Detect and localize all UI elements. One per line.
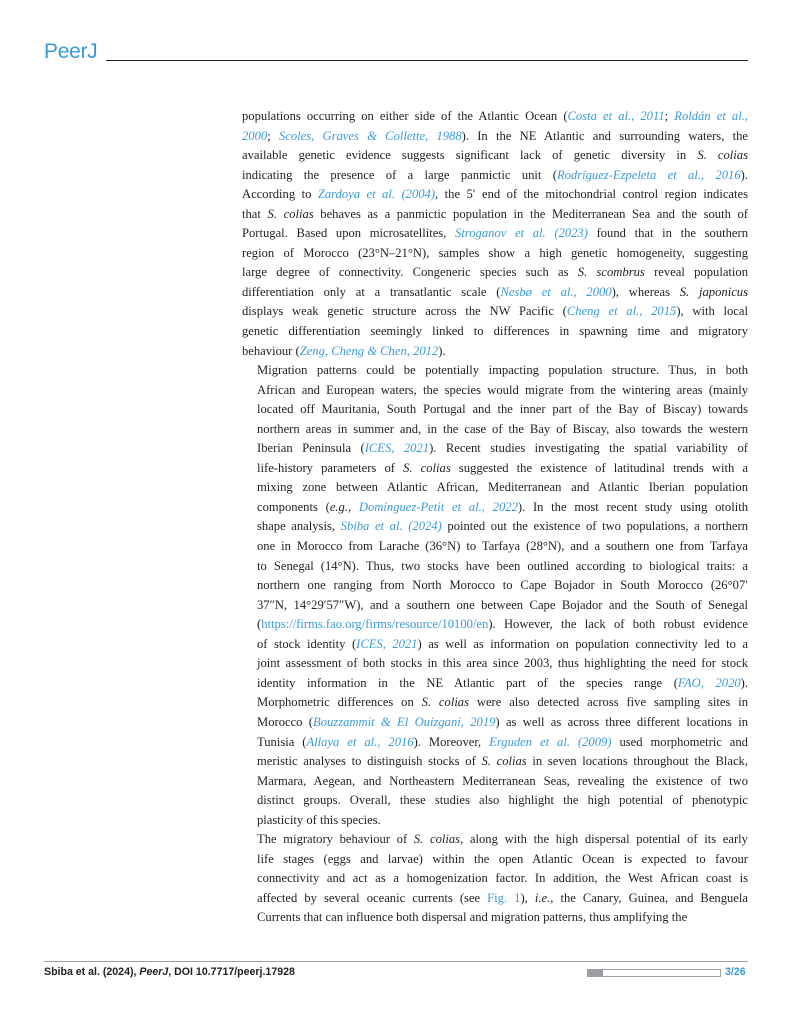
text-run: found that in the southern xyxy=(587,226,749,241)
text-line xyxy=(242,830,748,850)
text-run: Currents that can influence both dispersal and migration patterns, thus amplifying the xyxy=(257,910,688,925)
text-line xyxy=(242,772,748,792)
text-run: identity information in the NE Atlantic part of the species range ( xyxy=(257,675,678,690)
text-run: , the 5′ end of the mitochondrial control region indicates xyxy=(435,187,748,202)
text-run: used morphometric and xyxy=(611,734,748,749)
text-line xyxy=(242,224,748,244)
citation-link[interactable]: Costa et al., 2011 xyxy=(567,109,665,123)
text-line xyxy=(242,791,748,811)
text-line xyxy=(242,342,748,362)
text-line xyxy=(242,693,748,713)
text-run: large degree of connectivity. Congeneric species such as xyxy=(242,265,578,280)
peerj-logo[interactable]: PeerJ xyxy=(44,40,98,63)
text-run: region of Morocco (23°N–21°N), samples show a high genetic homogeneity, suggesting xyxy=(242,245,748,260)
text-line xyxy=(242,908,748,928)
text-line xyxy=(242,752,748,772)
italic-text: S. colias xyxy=(403,460,451,475)
text-run: ) as well as information on population connectivity led to a xyxy=(417,636,748,651)
italic-text: S. colias xyxy=(697,148,748,163)
text-run: ), xyxy=(520,890,535,905)
text-run: ). Moreover, xyxy=(413,734,490,749)
text-line xyxy=(242,654,748,674)
text-run: suggested the existence of latitudinal trends with a xyxy=(450,460,748,475)
text-line xyxy=(242,478,748,498)
text-line xyxy=(242,107,748,127)
text-line xyxy=(242,381,748,401)
citation-link[interactable]: 2000 xyxy=(242,128,268,143)
text-run: meristic analyses to distinguish stocks of xyxy=(257,754,482,769)
text-line xyxy=(242,459,748,479)
text-line xyxy=(242,576,748,596)
citation-link[interactable]: Rodríguez-Ezpeleta et al., 2016 xyxy=(556,167,741,182)
italic-text: i.e. xyxy=(534,890,551,905)
text-line xyxy=(242,517,748,537)
citation-link[interactable]: Stroganov et al. (2023) xyxy=(455,226,588,241)
paragraph xyxy=(242,361,748,830)
text-run: ; xyxy=(267,128,279,143)
text-run: pointed out the existence of two populations, a northern xyxy=(441,519,748,534)
text-line xyxy=(242,244,748,264)
text-line xyxy=(242,713,748,733)
text-line xyxy=(242,869,748,889)
text-run: ). xyxy=(740,675,749,690)
citation-link[interactable]: Erguden et al. (2009) xyxy=(489,734,612,749)
text-run: distinct groups. Overall, these studies also highlight the high potential of phenotypic xyxy=(257,793,748,808)
text-line xyxy=(242,166,748,186)
footer-doi[interactable]: , DOI 10.7717/peerj.17928 xyxy=(168,966,295,978)
italic-text: S. colias xyxy=(421,695,470,710)
text-line xyxy=(242,557,748,577)
article-body xyxy=(242,107,748,928)
italic-text: S. scombrus xyxy=(577,265,645,280)
text-run: , the Canary, Guinea, and Benguela xyxy=(550,890,748,905)
text-run: life-history parameters of xyxy=(257,460,404,475)
text-run: ). In the NE Atlantic and surrounding waters, the xyxy=(461,128,748,143)
citation-link[interactable]: Zardoya et al. (2004) xyxy=(317,187,436,202)
page-header xyxy=(44,40,748,64)
text-run: ) as well as across three different locations in xyxy=(495,714,748,729)
text-run: northern one ranging from North Morocco to Cape Bojador in South Morocco (26°07′ xyxy=(257,578,748,593)
citation-link[interactable]: FAO, 2020 xyxy=(677,675,741,690)
text-run: connectivity and act as a homogenization factor. In addition, the West African coast is xyxy=(257,871,748,886)
text-line xyxy=(242,498,748,518)
text-run: displays weak genetic structure across the NW Pacific ( xyxy=(242,304,567,319)
text-run: in seven locations throughout the Black, xyxy=(526,754,748,769)
text-run: components ( xyxy=(257,499,330,514)
text-run: were also detected across five sampling sites in xyxy=(469,695,748,710)
citation-link[interactable]: Allaya et al., 2016 xyxy=(306,734,414,749)
header-rule xyxy=(106,60,748,61)
text-run: Marmara, Aegean, and Northeastern Mediterranean Seas, revealing the existence of two xyxy=(257,773,748,788)
text-run: The migratory behaviour of xyxy=(257,832,414,847)
text-run: of stock identity ( xyxy=(257,636,357,651)
text-run: Morocco ( xyxy=(257,714,313,729)
citation-link[interactable]: Sbiba et al. (2024) xyxy=(340,519,442,534)
citation-link[interactable]: Domínguez-Petit et al., 2022 xyxy=(358,499,518,514)
citation-link[interactable]: ICES, 2021 xyxy=(364,441,430,456)
text-line xyxy=(242,283,748,303)
text-run: African and European waters, the species would migrate from the wintering areas (mainly xyxy=(257,382,748,397)
text-run: ). In the most recent study using otolith xyxy=(517,499,749,514)
text-line xyxy=(242,400,748,420)
text-run: that xyxy=(242,206,268,221)
text-line xyxy=(242,127,748,147)
page-progress-fill xyxy=(588,970,603,976)
text-run: northern areas in summer and, in the case of the Bay of Biscay, also towards the western xyxy=(257,421,748,436)
citation-link[interactable]: Roldán et al., xyxy=(674,109,748,123)
text-run: one in Morocco from Larache (36°N) to Tarfaya (28°N), and a southern one from Tarfaya xyxy=(257,539,748,554)
inline-link[interactable]: https://firms.fao.org/firms/resource/10100/en xyxy=(261,617,489,632)
text-run: ), with local xyxy=(676,304,748,319)
text-line xyxy=(242,811,748,831)
text-run: Morphometric differences on xyxy=(257,695,422,710)
page-number: 3/26 xyxy=(725,966,746,978)
citation-link[interactable]: Nesbø et al., 2000 xyxy=(500,284,612,299)
text-run: Tunisia ( xyxy=(257,734,307,749)
text-run: Migration patterns could be potentially impacting population structure. Thus, in both xyxy=(257,363,748,378)
text-run: joint assessment of both stocks in this area since 2003, thus highlighting the need for stock xyxy=(257,656,748,671)
text-run: located off Mauritania, South Portugal and the inner part of the Bay of Biscay) towards xyxy=(257,402,748,417)
inline-link[interactable]: Fig. 1 xyxy=(487,890,521,905)
text-line xyxy=(242,635,748,655)
text-line xyxy=(242,733,748,753)
footer-authors: Sbiba et al. (2024), xyxy=(44,966,140,978)
text-line xyxy=(242,596,748,616)
text-run: to Senegal (14°N). Thus, two stocks have been outlined according to biological traits: a xyxy=(257,558,748,573)
paragraph xyxy=(242,830,748,928)
text-run: Iberian Peninsula ( xyxy=(257,441,365,456)
citation-link[interactable]: ICES, 2021 xyxy=(356,636,418,651)
text-run: ; xyxy=(664,109,675,123)
text-run: reveal population xyxy=(644,265,748,280)
text-run: ( xyxy=(257,617,262,632)
text-run: plasticity of this species. xyxy=(257,812,381,827)
text-run: ). Recent studies investigating the spatial variability of xyxy=(429,441,748,456)
text-run: Portugal. Based upon microsatellites, xyxy=(242,226,456,241)
text-run: , xyxy=(348,499,359,514)
text-run: affected by several oceanic currents (see xyxy=(257,890,488,905)
text-run: genetic differentiation seemingly linked to differences in spawning time and migratory xyxy=(242,324,748,339)
citation-link[interactable]: Zeng, Cheng & Chen, 2012 xyxy=(299,343,439,358)
text-run: behaviour ( xyxy=(242,343,300,358)
text-line xyxy=(242,302,748,322)
text-line xyxy=(242,420,748,440)
footer-journal: PeerJ xyxy=(139,966,169,978)
paragraph xyxy=(242,107,748,361)
italic-text: S. colias xyxy=(481,754,527,769)
text-run: According to xyxy=(242,187,318,202)
text-line xyxy=(242,361,748,381)
footer-citation xyxy=(44,966,295,978)
italic-text: S. colias xyxy=(267,206,314,221)
text-run: populations occurring on either side of the Atlantic Ocean ( xyxy=(242,109,568,123)
text-run: shape analysis, xyxy=(257,519,341,534)
text-line xyxy=(242,615,748,635)
text-run: life stages (eggs and larvae) within the open Atlantic Ocean is expected to favour xyxy=(257,851,748,866)
text-line xyxy=(242,185,748,205)
text-run: available genetic evidence suggests significant lack of genetic diversity in xyxy=(242,148,698,163)
citation-link[interactable]: Cheng et al., 2015 xyxy=(566,304,677,319)
footer-rule xyxy=(44,961,748,962)
text-line xyxy=(242,674,748,694)
text-run: behaves as a panmictic population in the Mediterranean Sea and the south of xyxy=(313,206,748,221)
text-run: mixing zone between Atlantic African, Mediterranean and Atlantic Iberian population xyxy=(257,480,748,495)
text-line xyxy=(242,537,748,557)
text-line xyxy=(242,146,748,166)
text-run: ), whereas xyxy=(611,284,680,299)
citation-link[interactable]: Bouzzammit & El Ouizgani, 2019 xyxy=(313,714,496,729)
text-line xyxy=(242,263,748,283)
italic-text: S. colias xyxy=(413,832,461,847)
text-run: differentiation only at a transatlantic scale ( xyxy=(242,284,501,299)
text-line xyxy=(242,850,748,870)
italic-text: e.g. xyxy=(329,499,348,514)
text-line xyxy=(242,322,748,342)
italic-text: S. japonicus xyxy=(679,284,748,299)
text-line xyxy=(242,889,748,909)
text-run: ). xyxy=(740,167,748,182)
text-run: indicating the presence of a large panmictic unit ( xyxy=(242,167,557,182)
citation-link[interactable]: Scoles, Graves & Collette, 1988 xyxy=(278,128,462,143)
text-run: 37″N, 14°29′57″W), and a southern one between Cape Bojador and the South of Senegal xyxy=(257,597,748,612)
text-line xyxy=(242,439,748,459)
text-run: , along with the high dispersal potential of its early xyxy=(460,832,748,847)
text-run: ). xyxy=(438,343,446,358)
page-progress-bar xyxy=(587,969,721,977)
text-line xyxy=(242,205,748,225)
text-run: ). However, the lack of both robust evidence xyxy=(488,617,748,632)
